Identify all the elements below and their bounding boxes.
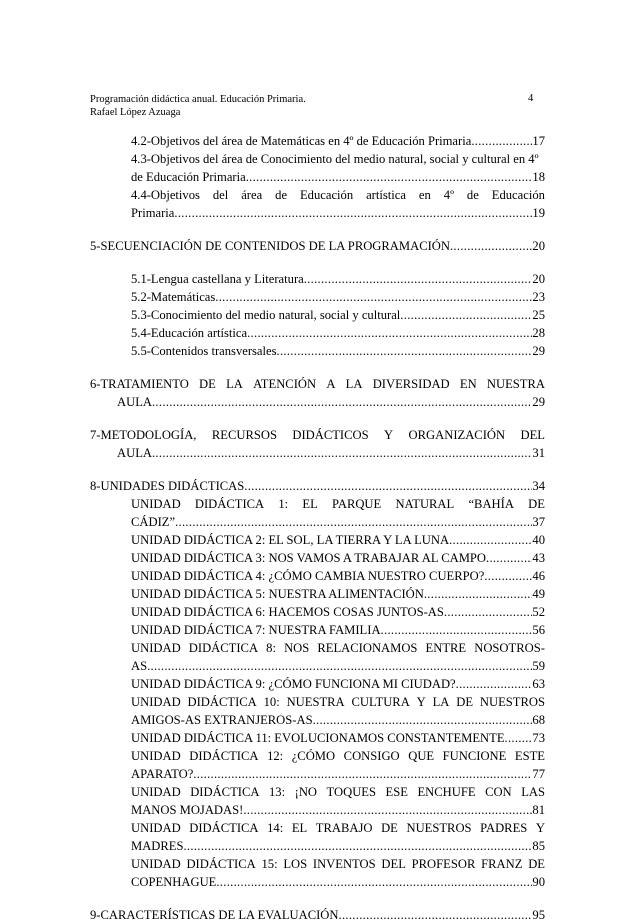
toc-word: DE	[528, 497, 545, 511]
toc-section-7-line2	[117, 444, 545, 462]
toc-word: NOSOTROS-	[474, 641, 545, 655]
leader-dots	[471, 132, 532, 150]
toc-word: NOS	[284, 641, 310, 655]
toc-unit-5	[131, 585, 545, 603]
toc-entry-text: COPENHAGUE	[131, 875, 217, 889]
toc-word: FRANZ	[481, 857, 523, 871]
leader-dots	[215, 288, 532, 306]
toc-word: UNIDAD	[131, 785, 181, 799]
toc-page-number: 56	[532, 623, 545, 637]
page-number: 4	[528, 93, 534, 104]
toc-word: 1:	[278, 497, 289, 511]
toc-entry-5-1	[131, 270, 545, 288]
leader-dots	[152, 444, 532, 462]
toc-page-number: 18	[532, 170, 545, 184]
toc-entry-text: 9-CARACTERÍSTICAS DE LA EVALUACIÓN	[90, 908, 339, 922]
toc-word: ¡NO	[294, 785, 318, 799]
toc-word: NUESTRA	[286, 695, 345, 709]
toc-word: ESE	[385, 785, 408, 799]
toc-unit-12-line2	[131, 765, 545, 783]
toc-word: ¿CÓMO	[291, 749, 336, 763]
toc-entry-text: CÁDIZ”	[131, 515, 176, 529]
leader-dots	[313, 711, 533, 729]
toc-page-number: 73	[532, 731, 545, 745]
toc-word: DIDÁCTICA	[194, 497, 265, 511]
toc-page-number: 29	[532, 395, 545, 409]
toc-entry-text: 5.2-Matemáticas	[131, 290, 216, 304]
toc-entry-text: MANOS MOJADAS!	[131, 803, 244, 817]
toc-word: 8:	[266, 641, 276, 655]
toc-entry-text: UNIDAD DIDÁCTICA 7: NUESTRA FAMILIA	[131, 623, 381, 637]
toc-unit-12-line1	[131, 747, 545, 765]
toc-unit-14-line1	[131, 819, 545, 837]
leader-dots	[147, 657, 532, 675]
toc-entry-text: 5.1-Lengua castellana y Literatura	[131, 272, 304, 286]
running-header-author: Rafael López Azuaga	[90, 107, 181, 118]
leader-dots	[484, 567, 532, 585]
toc-unit-15-line2	[131, 873, 545, 891]
leader-dots	[216, 873, 532, 891]
leader-dots	[400, 306, 532, 324]
toc-word: UNIDAD	[131, 821, 181, 835]
toc-entry-text: 4.2-Objetivos del área de Matemáticas en 4º de Educación Primaria	[131, 134, 472, 148]
toc-word: EN	[459, 377, 477, 391]
toc-section-7-line1	[90, 426, 545, 444]
toc-word: Educación	[491, 188, 545, 202]
toc-word: 10:	[263, 695, 280, 709]
toc-page-number: 28	[532, 326, 545, 340]
table-of-contents	[90, 132, 545, 924]
toc-word: NUESTROS	[406, 821, 472, 835]
toc-unit-7	[131, 621, 545, 639]
toc-word: DIVERSIDAD	[372, 377, 450, 391]
toc-word: EL	[302, 497, 318, 511]
toc-entry-text: 5.5-Contenidos transversales	[131, 344, 277, 358]
toc-word: UNIDAD	[131, 497, 181, 511]
toc-page-number: 46	[532, 569, 545, 583]
toc-entry-text: AULA	[117, 395, 152, 409]
toc-unit-13-line1	[131, 783, 545, 801]
toc-entry-text: 5.3-Conocimiento del medio natural, social y cultural	[131, 308, 401, 322]
toc-entry-text: Primaria	[131, 206, 175, 220]
toc-unit-10-line2	[131, 711, 545, 729]
toc-word: PROFESOR	[411, 857, 476, 871]
toc-section-6-line2	[117, 393, 545, 411]
leader-dots	[175, 513, 532, 531]
toc-entry-5-5	[131, 342, 545, 360]
toc-word: ENCHUFE	[417, 785, 476, 799]
toc-page-number: 19	[532, 206, 545, 220]
toc-entry-text: UNIDAD DIDÁCTICA 4: ¿CÓMO CAMBIA NUESTRO CUERPO?	[131, 569, 485, 583]
toc-word: FUNCIONE	[442, 749, 507, 763]
leader-dots	[174, 204, 532, 222]
toc-word: LA	[226, 377, 243, 391]
toc-section-5	[90, 237, 545, 255]
toc-unit-3	[131, 549, 545, 567]
toc-word: LA	[345, 377, 363, 391]
leader-dots	[486, 549, 532, 567]
toc-word: ATENCIÓN	[253, 377, 317, 391]
toc-word: CULTURA	[351, 695, 410, 709]
toc-page-number: 85	[532, 839, 545, 853]
toc-unit-2	[131, 531, 545, 549]
toc-unit-9	[131, 675, 545, 693]
toc-entry-text: UNIDAD DIDÁCTICA 9: ¿CÓMO FUNCIONA MI CIUDAD?	[131, 677, 456, 691]
leader-dots	[505, 729, 533, 747]
toc-word: DIDÁCTICA	[189, 821, 259, 835]
toc-page-number: 20	[532, 272, 545, 286]
toc-word: “BAHÍA	[468, 497, 514, 511]
toc-word: NATURAL	[395, 497, 455, 511]
toc-unit-1-line1	[131, 495, 545, 513]
toc-word: ORGANIZACIÓN	[408, 428, 506, 442]
toc-entry-4-4-line2	[131, 204, 545, 222]
toc-word: DE	[456, 695, 474, 709]
toc-entry-text: MADRES	[131, 839, 184, 853]
toc-word: 4º	[443, 188, 454, 202]
toc-entry-4-2	[131, 132, 545, 150]
toc-unit-13-line2	[131, 801, 545, 819]
leader-dots	[246, 168, 533, 186]
leader-dots	[193, 765, 532, 783]
toc-word: UNIDAD	[131, 695, 181, 709]
toc-word: 6-TRATAMIENTO	[90, 377, 189, 391]
toc-unit-10-line1	[131, 693, 545, 711]
toc-word: DIDÁCTICA	[189, 749, 259, 763]
toc-entry-text: UNIDAD DIDÁCTICA 3: NOS VAMOS A TRABAJAR AL CAMPO	[131, 551, 487, 565]
toc-word: INVENTOS	[312, 857, 376, 871]
toc-word: de	[275, 188, 288, 202]
leader-dots	[381, 621, 533, 639]
toc-word: UNIDAD	[131, 749, 181, 763]
leader-dots	[424, 585, 533, 603]
toc-entry-text: AMIGOS-AS EXTRANJEROS-AS	[131, 713, 313, 727]
toc-entry-5-3	[131, 306, 545, 324]
leader-dots	[243, 801, 532, 819]
toc-word: RELACIONAMOS	[317, 641, 418, 655]
toc-word: en	[418, 188, 431, 202]
toc-word: DEL	[381, 857, 406, 871]
toc-unit-15-line1	[131, 855, 545, 873]
toc-page-number: 81	[532, 803, 545, 817]
toc-entry-text: AS	[131, 659, 148, 673]
leader-dots	[450, 237, 532, 255]
toc-entry-text: UNIDAD DIDÁCTICA 11: EVOLUCIONAMOS CONSTANTEMENTE	[131, 731, 505, 745]
toc-word: UNIDAD	[131, 641, 181, 655]
toc-word: NUESTRA	[486, 377, 545, 391]
toc-word: PADRES	[480, 821, 528, 835]
toc-page-number: 77	[532, 767, 545, 781]
toc-word: artística	[366, 188, 406, 202]
toc-word: DIDÁCTICA	[188, 641, 259, 655]
toc-entry-5-2	[131, 288, 545, 306]
toc-unit-8-line1	[131, 639, 545, 657]
leader-dots	[444, 603, 533, 621]
toc-entry-text: 5.4-Educación artística	[131, 326, 248, 340]
toc-entry-text: 4.3-Objetivos del área de Conocimiento del medio natural, social y cultural en 4º	[131, 152, 539, 166]
toc-section-6-line1	[90, 375, 545, 393]
toc-page-number: 59	[532, 659, 545, 673]
toc-unit-1-line2	[131, 513, 545, 531]
leader-dots	[247, 324, 532, 342]
toc-page-number: 23	[532, 290, 545, 304]
leader-dots	[304, 270, 533, 288]
toc-word: CON	[485, 785, 512, 799]
toc-word: QUE	[408, 749, 435, 763]
toc-word: Y	[384, 428, 394, 442]
toc-word: DIDÁCTICA	[187, 695, 257, 709]
toc-word: área	[241, 188, 263, 202]
toc-section-9	[90, 906, 545, 924]
toc-page-number: 68	[532, 713, 545, 727]
toc-word: PARQUE	[332, 497, 382, 511]
toc-entry-text: de Educación Primaria	[131, 170, 246, 184]
toc-word: 14:	[267, 821, 284, 835]
toc-word: 13:	[269, 785, 286, 799]
toc-word: 15:	[261, 857, 278, 871]
toc-page-number: 43	[532, 551, 545, 565]
toc-entry-text: UNIDAD DIDÁCTICA 5: NUESTRA ALIMENTACIÓN	[131, 587, 424, 601]
toc-unit-8-line2	[131, 657, 545, 675]
toc-word: 12:	[267, 749, 284, 763]
toc-word: Educación	[299, 188, 354, 202]
toc-entry-text: APARATO?	[131, 767, 194, 781]
toc-entry-text: 8-UNIDADES DIDÁCTICAS	[90, 479, 245, 493]
toc-page-number: 52	[532, 605, 545, 619]
toc-word: de	[466, 188, 479, 202]
toc-unit-4	[131, 567, 545, 585]
toc-page-number: 49	[532, 587, 545, 601]
toc-entry-text: UNIDAD DIDÁCTICA 6: HACEMOS COSAS JUNTOS-AS	[131, 605, 444, 619]
toc-word: ESTE	[514, 749, 545, 763]
leader-dots	[456, 675, 533, 693]
toc-entry-text: 5-SECUENCIACIÓN DE CONTENIDOS DE LA PROGRAMACIÓN	[90, 239, 450, 253]
toc-word: Y	[535, 821, 545, 835]
running-header-title: Programación didáctica anual. Educación Primaria.	[90, 94, 306, 105]
toc-word: CONSIGO	[343, 749, 400, 763]
toc-page-number: 34	[532, 479, 545, 493]
toc-word: DIDÁCTICA	[190, 785, 260, 799]
toc-page-number: 95	[532, 908, 545, 922]
toc-word: DEL	[520, 428, 545, 442]
toc-unit-14-line2	[131, 837, 545, 855]
toc-unit-11	[131, 729, 545, 747]
leader-dots	[449, 531, 532, 549]
toc-entry-4-3-line1	[131, 150, 545, 168]
toc-page-number: 17	[532, 134, 545, 148]
leader-dots	[152, 393, 532, 411]
toc-word: del	[212, 188, 229, 202]
leader-dots	[277, 342, 533, 360]
toc-word: RECURSOS	[211, 428, 277, 442]
toc-word: DE	[528, 857, 545, 871]
toc-page-number: 63	[532, 677, 545, 691]
toc-entry-text: AULA	[117, 446, 152, 460]
toc-word: ENTRE	[425, 641, 467, 655]
toc-word: 4.4-Objetivos	[131, 188, 200, 202]
leader-dots	[244, 477, 532, 495]
toc-word: TRABAJO	[315, 821, 373, 835]
leader-dots	[339, 906, 533, 924]
toc-word: Y	[416, 695, 426, 709]
toc-entry-text: UNIDAD DIDÁCTICA 2: EL SOL, LA TIERRA Y LA LUNA	[131, 533, 450, 547]
toc-page-number: 29	[532, 344, 545, 358]
toc-page-number: 20	[532, 239, 545, 253]
toc-word: DIDÁCTICA	[186, 857, 256, 871]
toc-word: UNIDAD	[131, 857, 181, 871]
toc-word: DE	[381, 821, 398, 835]
toc-word: LOS	[283, 857, 308, 871]
toc-word: NUESTROS	[479, 695, 545, 709]
leader-dots	[183, 837, 532, 855]
toc-entry-4-3-line2	[131, 168, 545, 186]
toc-page-number: 37	[532, 515, 545, 529]
toc-word: 7-METODOLOGÍA,	[90, 428, 197, 442]
toc-word: DIDÁCTICOS	[292, 428, 369, 442]
toc-page-number: 90	[532, 875, 545, 889]
toc-entry-4-4-line1	[131, 186, 545, 204]
toc-word: EL	[291, 821, 308, 835]
toc-section-8	[90, 477, 545, 495]
toc-entry-5-4	[131, 324, 545, 342]
toc-word: A	[326, 377, 336, 391]
toc-page-number: 31	[532, 446, 545, 460]
toc-word: DE	[199, 377, 216, 391]
toc-word: LAS	[521, 785, 545, 799]
toc-unit-6	[131, 603, 545, 621]
toc-word: TOQUES	[326, 785, 376, 799]
toc-page-number: 25	[532, 308, 545, 322]
toc-word: LA	[432, 695, 450, 709]
toc-page-number: 40	[532, 533, 545, 547]
